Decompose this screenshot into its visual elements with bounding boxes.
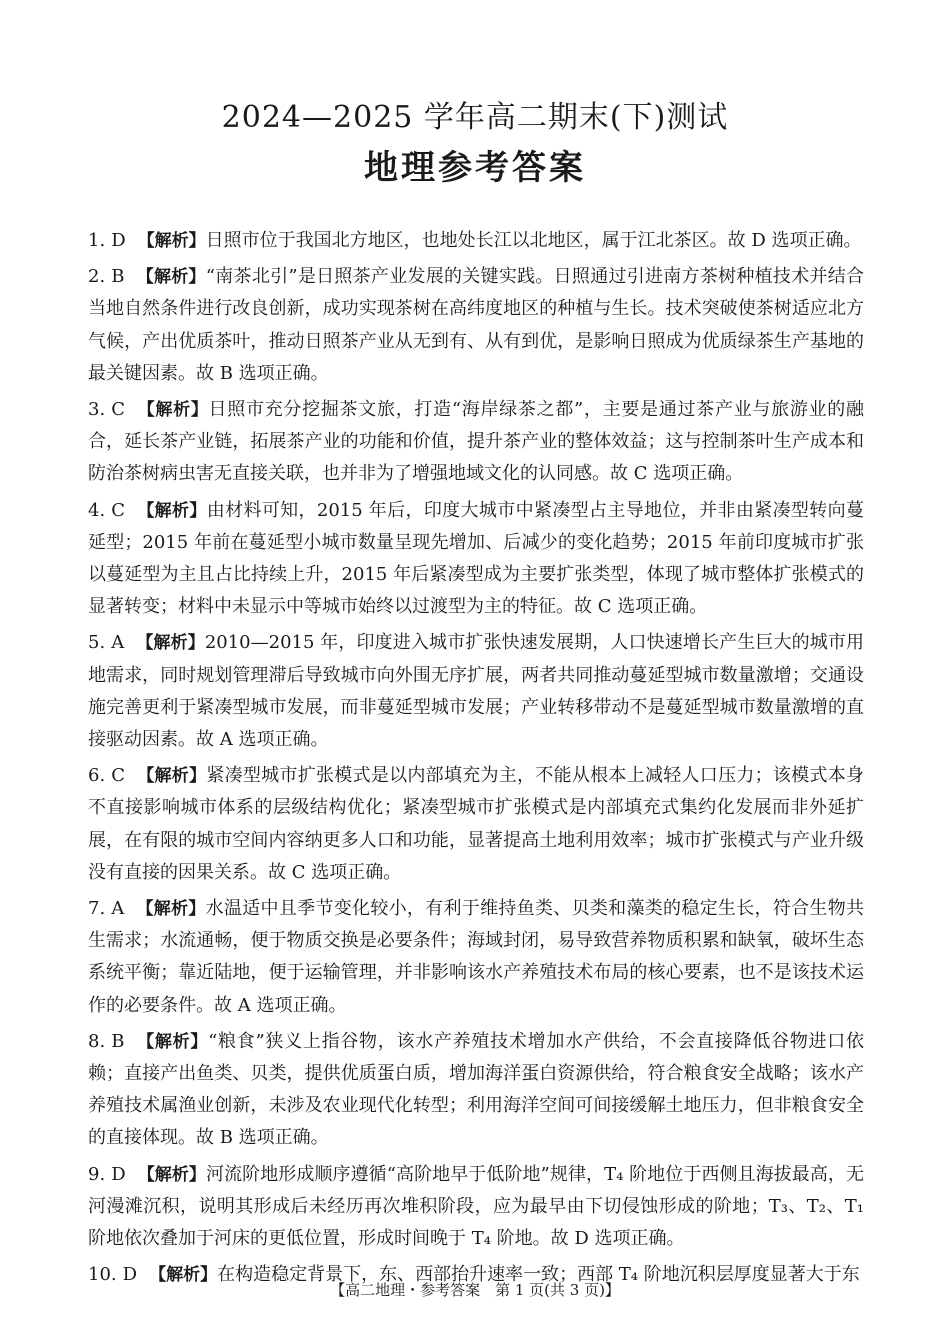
question-number: 3.: [88, 399, 106, 421]
question-number: 8.: [88, 1030, 106, 1052]
analysis-tag: 【解析】: [136, 1031, 209, 1052]
answer-item: [88, 495, 864, 624]
answer-item: [88, 261, 864, 390]
analysis-text: 日照市位于我国北方地区，也地处长江以北地区，属于江北茶区。故 D 选项正确。: [205, 230, 862, 251]
analysis-tag: 【解析】: [136, 400, 209, 421]
analysis-tag: 【解析】: [136, 500, 207, 521]
analysis-tag: 【解析】: [136, 633, 205, 654]
analysis-tag: 【解析】: [136, 267, 206, 288]
answer-item: [88, 627, 864, 756]
analysis-text: 紧凑型城市扩张模式是以内部填充为主，不能从根本上减轻人口压力；该模式本身不直接影响城市体系的层级结构优化；紧凑型城市扩张模式是内部填充式集约化发展而非外延扩展，在有限的城市空间内容纳更多人口和功能，显著提高土地利用效率；城市扩张模式与产业升级没有直接的因果关系。故 C 选项正确。: [88, 765, 865, 883]
answer-choice: B: [111, 266, 125, 288]
page-title: 2024—2025 学年高二期末(下)测试: [221, 100, 729, 135]
analysis-text: 日照市充分挖掘茶文旅，打造“海岸绿茶之都”，主要是通过茶产业与旅游业的融合，延长茶产业链，拓展茶产业的功能和价值，提升茶产业的整体效益；这与控制茶叶生产成本和防治茶树病虫害无直接关联，也并非为了增强地域文化的认同感。故 C 选项正确。: [88, 399, 864, 485]
answer-choice: C: [111, 499, 125, 521]
analysis-text: 由材料可知，2015 年后，印度大城市中紧凑型占主导地位，并非由紧凑型转向蔓延型；2015 年前在蔓延型小城市数量呈现先增加、后减少的变化趋势；2015 年前印度城市扩张以蔓延型为主且占比持续上升，2015 年后紧凑型成为主要扩张类型，体现了城市整体扩张模式的显著转变；材料中未显示中等城市始终以过渡型为主的特征。故 C 选项正确。: [88, 499, 865, 618]
analysis-tag: 【解析】: [136, 899, 206, 920]
answer-item: [88, 1159, 864, 1256]
question-number: 6.: [88, 765, 106, 787]
question-number: 2.: [88, 266, 106, 288]
analysis-tag: 【解析】: [137, 1164, 206, 1185]
answer-choice: C: [111, 399, 125, 421]
analysis-text: 河流阶地形成顺序遵循“高阶地早于低阶地”规律，T₄ 阶地位于西侧且海拔最高，无河漫滩沉积，说明其形成后未经历再次堆积阶段，应为最早由下切侵蚀形成的阶地；T₃、T₂、T₁ 阶地依次叠加于河床的更低位置，形成时间晚于 T₄ 阶地。故 D 选项正确。: [88, 1163, 864, 1250]
answer-choice: A: [111, 898, 125, 920]
answer-item: [88, 1026, 864, 1155]
answer-item: [88, 760, 864, 889]
analysis-tag: 【解析】: [137, 231, 206, 251]
answer-choice: C: [111, 765, 125, 787]
question-number: 9.: [88, 1163, 106, 1185]
answer-item: [88, 225, 864, 257]
answer-choice: D: [111, 230, 126, 251]
analysis-text: 在构造稳定背景下，东、西部抬升速率一致；西部 T₄ 阶地沉积层厚度显著大于东: [217, 1264, 860, 1286]
analysis-tag: 【解析】: [149, 1265, 218, 1286]
question-number: 5.: [88, 632, 106, 654]
question-number: 4.: [88, 499, 106, 521]
analysis-text: 水温适中且季节变化较小，有利于维持鱼类、贝类和藻类的稳定生长，符合生物共生需求；水流通畅，便于物质交换是必要条件；海域封闭，易导致营养物质积累和缺氧，破坏生态系统平衡；靠近陆地，便于运输管理，并非影响该水产养殖技术布局的核心要素，也不是该技术运作的必要条件。故 A 选项正确。: [88, 898, 865, 1016]
answer-list: [88, 225, 864, 1296]
analysis-text: 2010—2015 年，印度进入城市扩张快速发展期，人口快速增长产生巨大的城市用地需求，同时规划管理滞后导致城市向外围无序扩展，两者共同推动蔓延型城市数量激增；交通设施完善更利于紧凑型城市发展，而非蔓延型城市发展；产业转移带动不是蔓延型城市数量激增的直接驱动因素。故 A 选项正确。: [88, 632, 864, 751]
analysis-text: “南茶北引”是日照茶产业发展的关键实践。日照通过引进南方茶树种植技术并结合当地自然条件进行改良创新，成功实现茶树在高纬度地区的种植与生长。技术突破使茶树适应北方气候，产出优质茶叶，推动日照茶产业从无到有、从有到优，是影响日照成为优质绿茶生产基地的最关键因素。故 B 选项正确。: [88, 266, 865, 384]
question-number: 1.: [88, 230, 106, 251]
analysis-text: “粮食”狭义上指谷物，该水产养殖技术增加水产供给，不会直接降低谷物进口依赖；直接产出鱼类、贝类，提供优质蛋白质，增加海洋蛋白资源供给，符合粮食安全战略；该水产养殖技术属渔业创新，未涉及农业现代化转型；利用海洋空间可间接缓解土地压力，但非粮食安全的直接体现。故 B 选项正确。: [88, 1030, 865, 1149]
answer-choice: D: [122, 1264, 138, 1286]
answer-choice: A: [111, 632, 125, 654]
page-subtitle: 地理参考答案: [364, 148, 586, 188]
answer-choice: D: [111, 1163, 126, 1185]
answer-item: [88, 394, 864, 491]
question-number: 10.: [88, 1264, 117, 1286]
question-number: 7.: [88, 898, 106, 920]
answer-choice: B: [111, 1030, 125, 1052]
analysis-tag: 【解析】: [136, 766, 207, 787]
page-footer: 【高二地理・参考答案 第 1 页(共 3 页)】: [330, 1281, 620, 1299]
answer-item: [88, 893, 864, 1022]
